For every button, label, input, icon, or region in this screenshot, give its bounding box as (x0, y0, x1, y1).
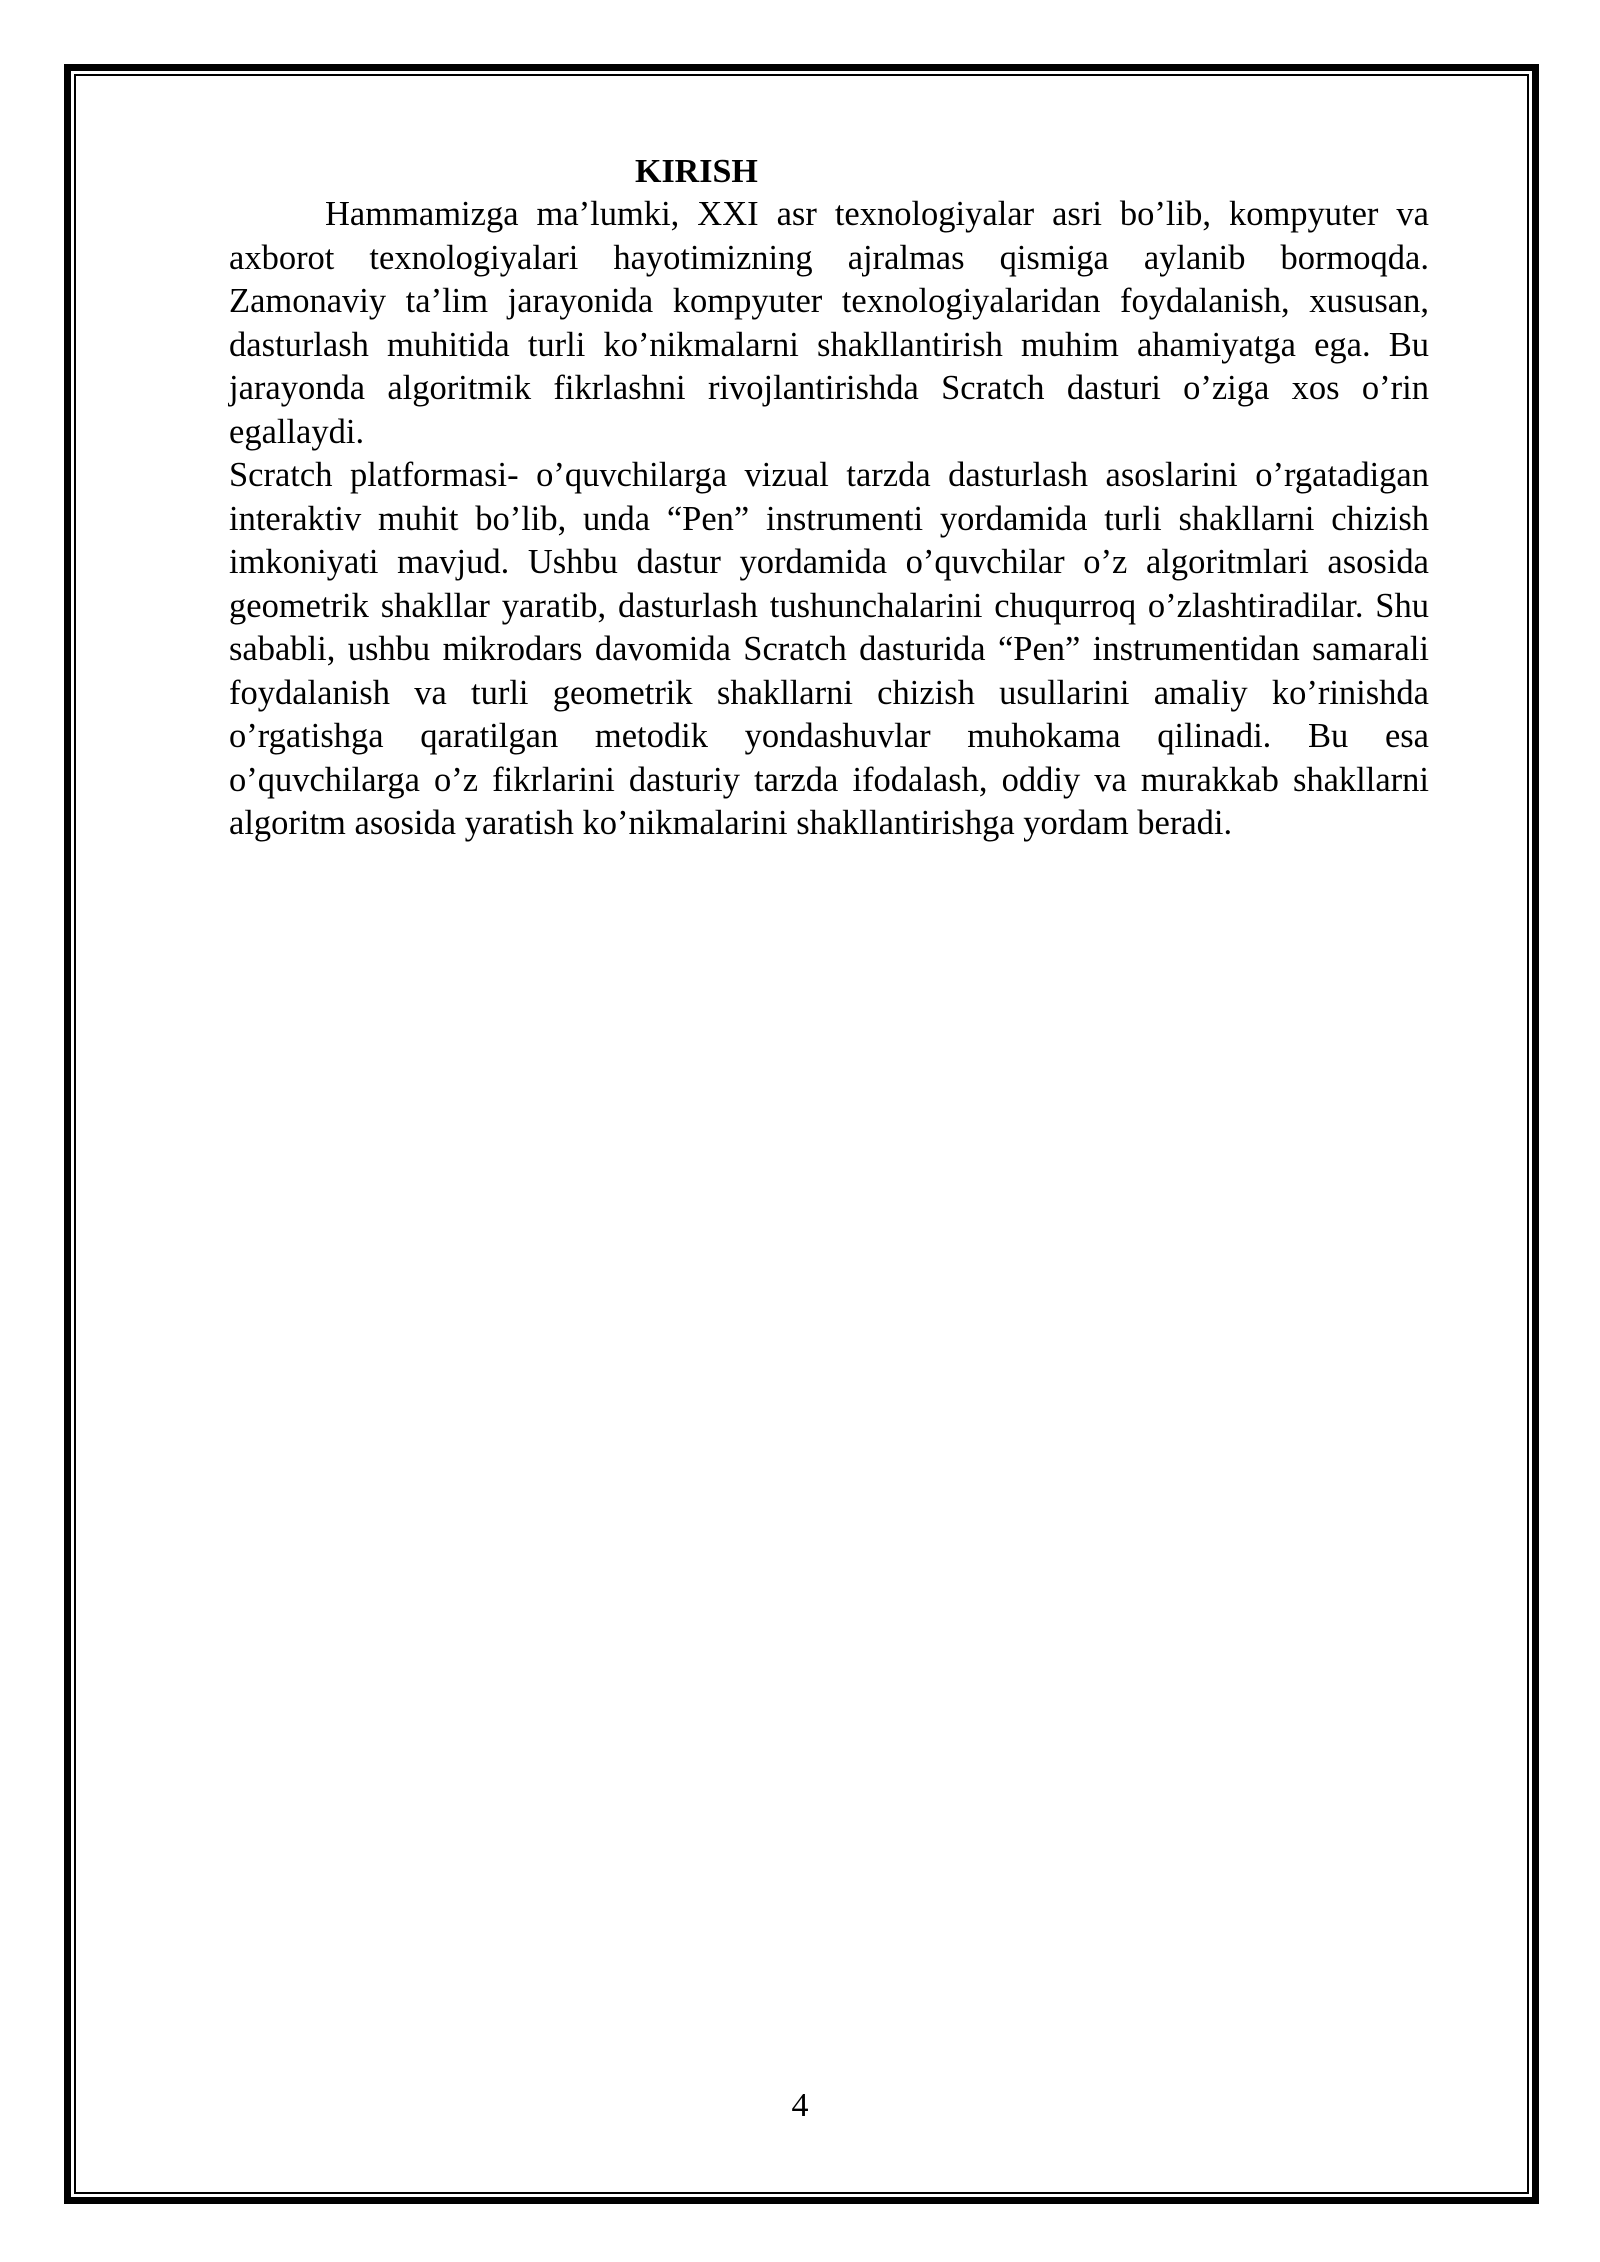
page-content (229, 150, 1429, 846)
scratch-paragraph: Scratch platformasi- o’quvchilarga vizual tarzda dasturlash asoslarini o’rgatadigan interaktiv muhit bo’lib, unda “Pen” instrumenti yordamida turli shakllarni chizish imkoniyati mavjud. Ushbu dastur yordamida o’quvchilar o’z algoritmlari asosida geometrik shakllar yaratib, dasturlash tushunchalarini chuqurroq o’zlashtiradilar. Shu sababli, ushbu mikrodars davomida Scratch dasturida “Pen” instrumentidan samarali foydalanish va turli geometrik shakllarni chizish usullarini amaliy ko’rinishda o’rgatishga qaratilgan metodik yondashuvlar muhokama qilinadi. Bu esa o’quvchilarga o’z fikrlarini dasturiy tarzda ifodalash, oddiy va murakkab shakllarni algoritm asosida yaratish ko’nikmalarini shakllantirishga yordam beradi. (229, 456, 1429, 842)
section-title: KIRISH (635, 153, 758, 190)
page-number: 4 (791, 2087, 809, 2124)
intro-paragraph: Hammamizga ma’lumki, XXI asr texnologiyalar asri bo’lib, kompyuter va axborot texnologiyalari hayotimizning ajralmas qismiga aylanib bormoqda. Zamonaviy ta’lim jarayonida kompyuter texnologiyalaridan foydalanish, xususan, dasturlash muhitida turli ko’nikmalarni shakllantirish muhim ahamiyatga ega. Bu jarayonda algoritmik fikrlashni rivojlantirishda Scratch dasturi o’ziga xos o’rin egallaydi. (229, 195, 1429, 451)
